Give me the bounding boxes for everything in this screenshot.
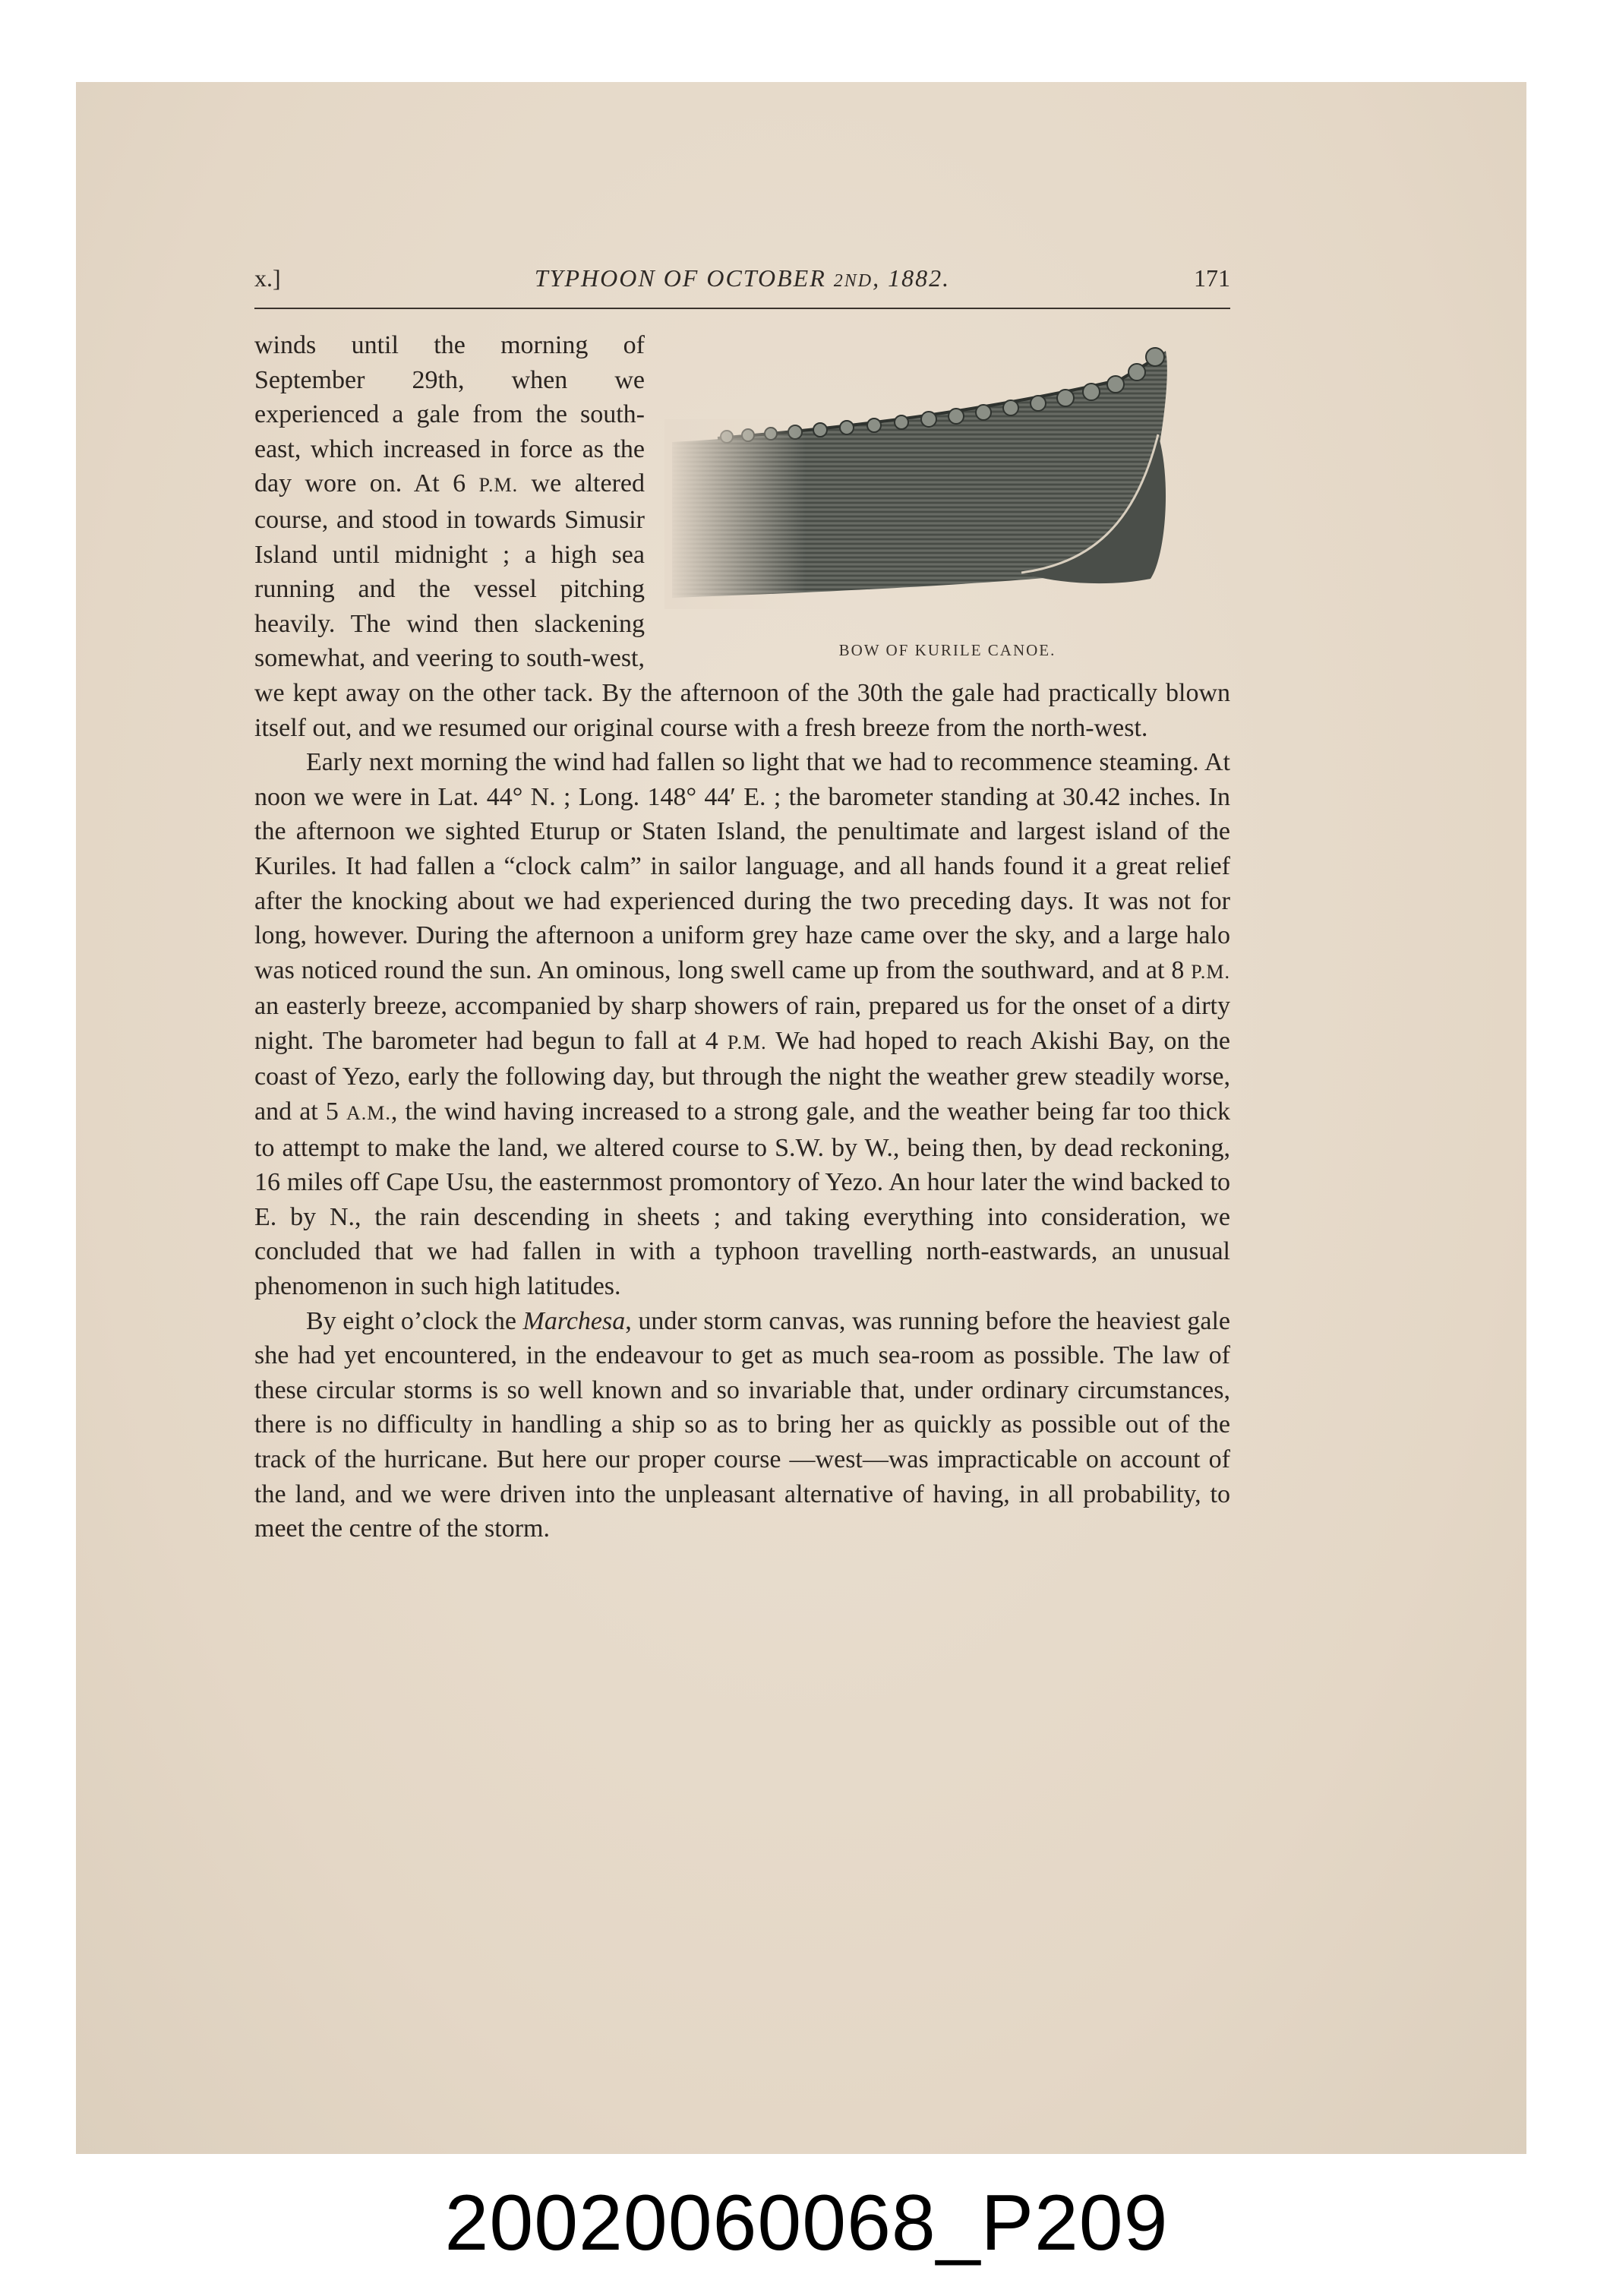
paragraph-2: Early next morning the wind had fallen so light that we had to recommence steaming. At noon we were in Lat. 44° N. ; Long. 148° 44′ E. ; the barometer standing at 30.42 inches. In the afternoon we sighted Eturup or Staten Island, the penultimate and largest island of the Kuriles. It had fallen a “clock calm” in sailor language, and all hands found it a great relief after the knocking about we had experienced during the two preceding days. It was not for long, however. During the afternoon a uniform grey haze came over the sky, and a large halo was noticed round the sun. An ominous, long swell came up from the southward, and at 8 P.M. an easterly breeze, accompanied by sharp showers of rain, prepared us for the onset of a dirty night. The barometer had begun to fall at 4 P.M. We had hoped to reach Akishi Bay, on the coast of Yezo, early the following day, but through the night the weather grew steadily worse, and at 5 A.M., the wind having increased to a strong gale, and the weather being far too thick to attempt to make the land, we altered course to S.W. by W., being then, by dead reckoning, 16 miles off Cape Usu, the easternmost promontory of Yezo. An hour later the wind backed to E. by N., the rain descending in sheets ; and taking everything into consideration, we concluded that we had fallen in with a typhoon travelling north-eastwards, an unusual phenomenon in such high latitudes. — [254, 748, 1230, 1301]
figure-caption: BOW OF KURILE CANOE. — [838, 641, 1056, 659]
body-text — [254, 328, 1230, 1546]
running-title: TYPHOON OF OCTOBER 2ND, 1882. — [534, 264, 951, 292]
canoe-bow-illustration — [664, 328, 1230, 632]
canoe-figure — [664, 328, 1230, 674]
paragraph-3: By eight o’clock the Marchesa, under storm canvas, was running before the heaviest gale she had yet encountered, in the endeavour to get as much sea-room as possible. The law of these circular storms is so well known and so invariable that, under ordinary circumstances, there is no difficulty in handling a ship so as to bring her as quickly as possible out of the track of the hurricane. But here our proper course —west—was impracticable on account of the land, and we were driven into the unpleasant alternative of having, in all probability, to meet the centre of the storm. — [254, 1306, 1230, 1543]
header-rule — [254, 308, 1230, 309]
chapter-marker: x.] — [254, 264, 281, 292]
running-header — [254, 264, 1230, 295]
paragraph-1: winds until the morning of September 29th, when we experienced a gale from the south-east, which increased in force as the day wore on. At 6 P.M. we altered course, and stood in towards Simusir Island until midnight ; a high sea running and the vessel pitching heavily. The wind then slackening somewhat, and veering to south-west, we kept away on the other tack. By the afternoon of the 30th the gale had practically blown itself out, and we resumed our original course with a fresh breeze from the north-west. — [254, 331, 1230, 742]
page-number: 171 — [1194, 264, 1230, 292]
scan-id-label: 20020060068_P209 — [444, 2179, 1169, 2267]
